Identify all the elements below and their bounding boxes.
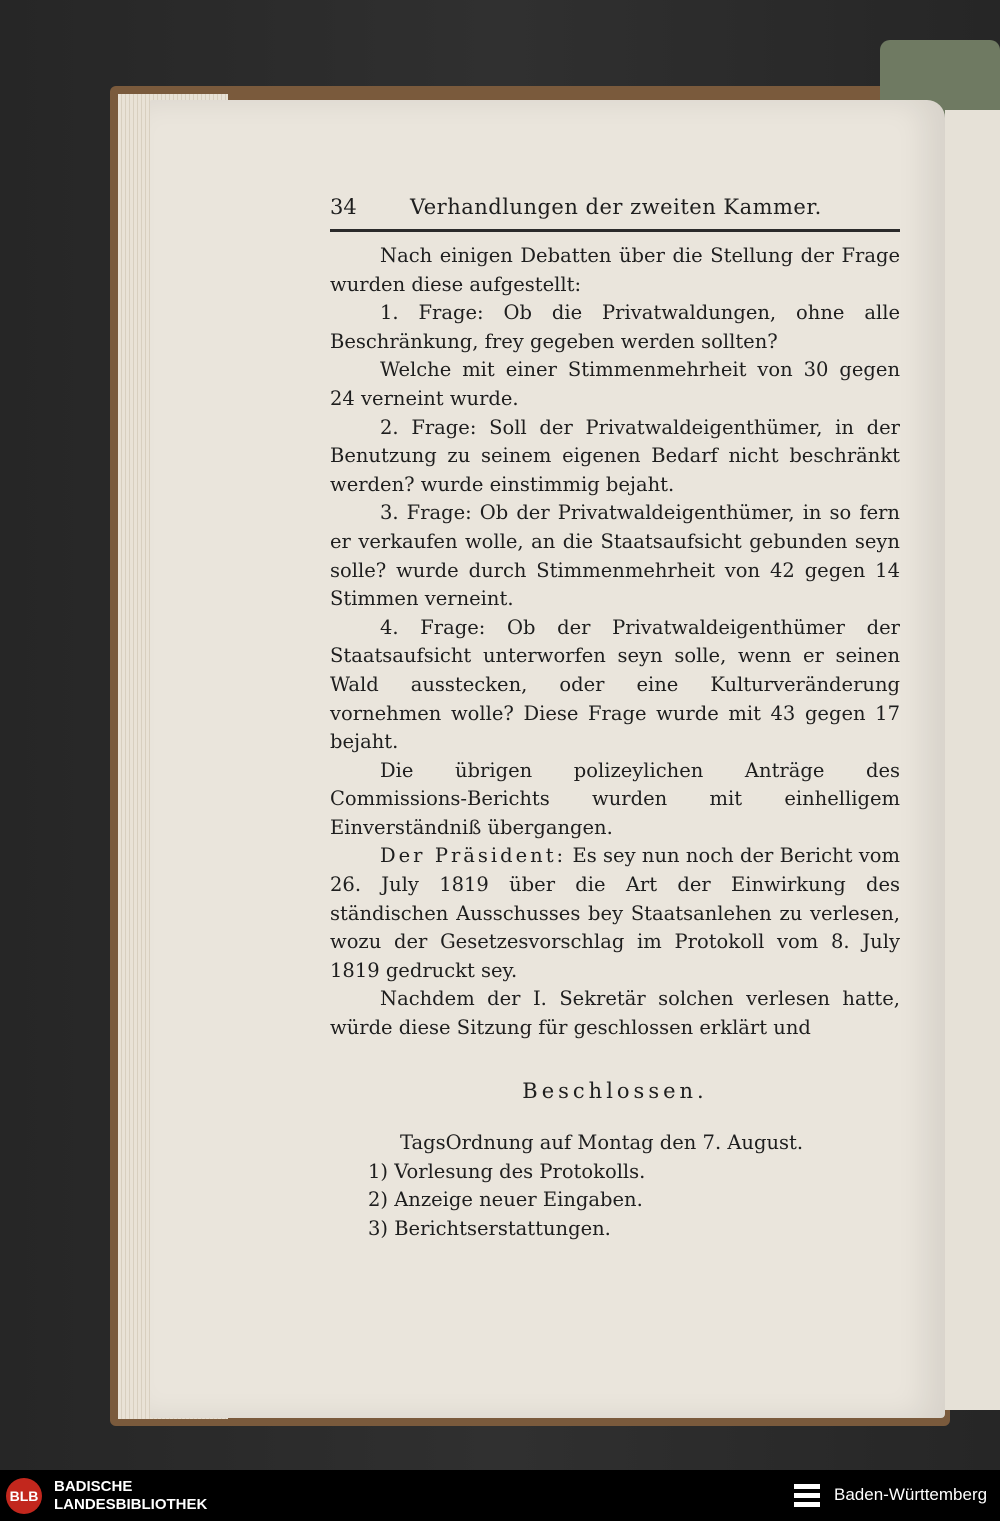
baden-wuerttemberg-crest-icon [792,1480,822,1512]
paragraph: 1. Frage: Ob die Privatwaldungen, ohne alle Beschränkung, frey gegeben werden sollten? [330,301,900,353]
footer-bar [0,1470,1000,1521]
paragraph: Nach einigen Debatten über die Stellung der Frage wurden diese aufgestellt: [330,244,900,296]
paragraph: 4. Frage: Ob der Privatwaldeigenthümer der Staatsaufsicht unterworfen seyn solle, wenn er seinen Wald ausstecken, oder eine Kulturveränderung vornehmen wolle? Diese Frage wurde mit 43 gegen 17 bejaht. [330,615,900,754]
paragraph: 2. Frage: Soll der Privatwaldeigenthümer, in der Benutzung zu seinem eigenen Bedarf nicht beschränkt werden? wurde einstimmig bejaht. [330,415,900,496]
running-header [330,195,900,232]
agenda-item: 2) Anzeige neuer Eingaben. [368,1188,643,1212]
page-number: 34 [330,195,357,219]
library-name[interactable] [54,1478,207,1514]
library-name-line2: LANDESBIBLIOTHEK [54,1496,208,1513]
agenda-title: TagsOrdnung auf Montag den 7. August. [400,1131,804,1155]
speaker-name: Der Präsident: [380,844,567,868]
library-name-line1: BADISCHE [54,1478,133,1495]
body-text [330,242,900,1244]
paragraph: Welche mit einer Stimmenmehrheit von 30 gegen 24 verneint wurde. [330,358,900,410]
blb-logo[interactable]: BLB [6,1478,42,1514]
page-content [330,195,900,1244]
president-paragraph [330,842,900,985]
state-name[interactable]: Baden-Württemberg [834,1485,988,1504]
resolution-heading: Beschlossen. [522,1078,708,1103]
running-title: Verhandlungen der zweiten Kammer. [410,195,822,219]
paragraph: 3. Frage: Ob der Privatwaldeigenthümer, in so fern er verkaufen wolle, an die Staatsaufsicht gebunden seyn solle? wurde durch Stimmenmehrheit von 42 gegen 14 Stimmen verneint. [330,501,900,611]
closing-paragraph: Nachdem der I. Sekretär solchen verlesen hatte, würde diese Sitzung für geschlossen erklärt und [330,987,900,1040]
agenda-item: 3) Berichtserstattungen. [368,1217,611,1240]
paragraph: Die übrigen polizeylichen Anträge des Commissions-Berichts wurden mit einhelligem Einverständniß übergangen. [330,758,900,839]
speaker-text: Es sey nun noch der Bericht vom 26. July 1819 über die Art der Einwirkung des ständischen Ausschusses bey Staatsanlehen zu verlesen, wozu der Gesetzesvorschlag im Protokoll vom 8. July 1819 gedruckt sey. [330,844,900,982]
agenda-item: 1) Vorlesung des Protokolls. [368,1159,646,1183]
facing-page-edge [945,110,1000,1410]
